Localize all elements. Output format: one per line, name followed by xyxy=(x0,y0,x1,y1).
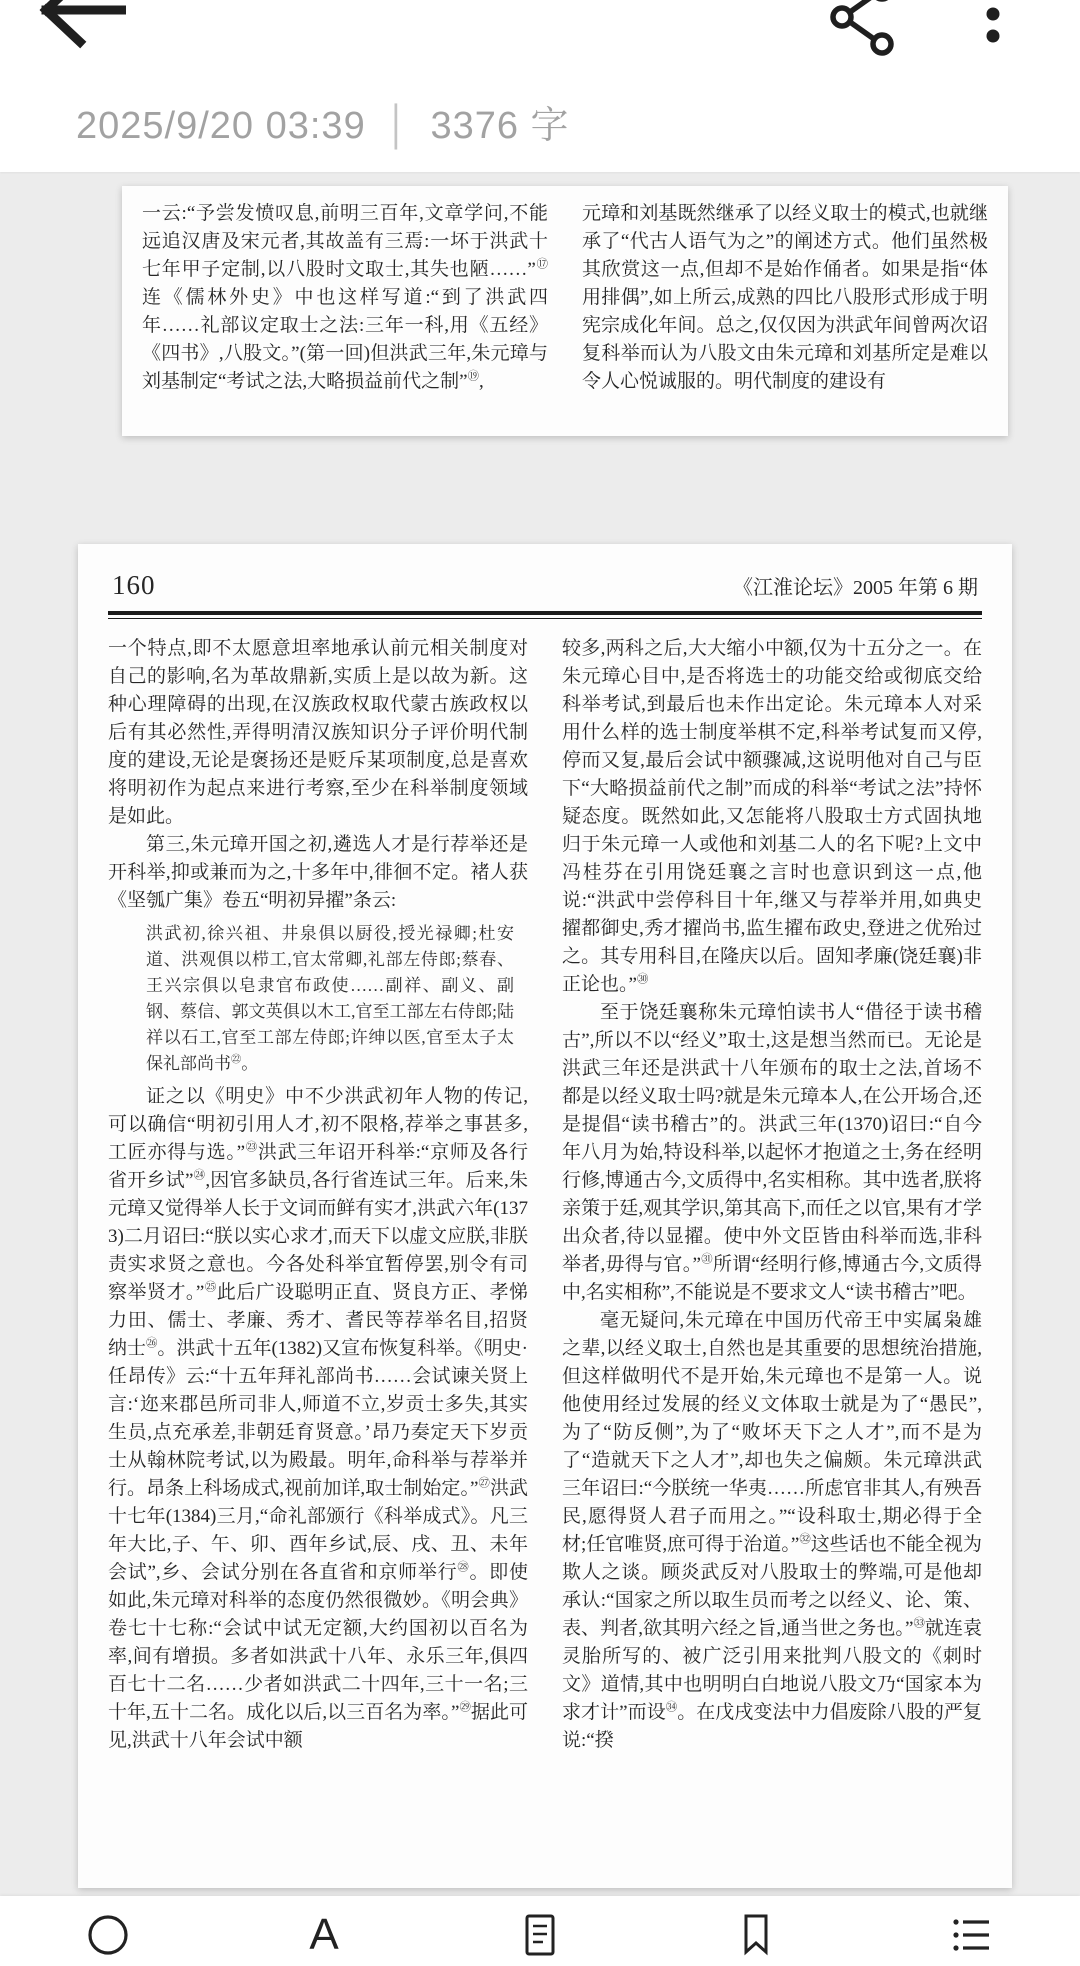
text-column-left xyxy=(108,635,528,1755)
paragraph: 较多,两科之后,大大缩小中额,仅为十五分之一。在朱元璋心目中,是否将选士的功能交给或彻底交给科举考试,到最后也未作出定论。朱元璋本人对采用什么样的选士制度举棋不定,科举考试复而又停,停而又复,最后会试中额骤减,这说明他对自己与臣下“大略损益前代之制”而成的科举“考试之法”持怀疑态度。既然如此,又怎能将八股取士方式固执地归于朱元璋一人或他和刘基二人的名下呢?上文中冯桂芬在引用饶廷襄之言时也意识到这一点,他说:“洪武中尝停科目十年,继又与荐举并用,如典史擢都御史,秀才擢尚书,监生擢布政史,登进之优殆过之。其专用科目,在隆庆以后。固知孝廉(饶廷襄)非正论也。”$^㉚$ xyxy=(562,638,982,995)
paragraph: 一云:“予尝发愤叹息,前明三百年,文章学问,不能远追汉唐及宋元者,其故盖有三焉:一坏于洪武十七年甲子定制,以八股时文取士,其失也陋……”⑰连《儒林外史》中也这样写道:“到了洪武四年……礼部议定取士之法:三年一科,用《五经》《四书》,八股文。”(第一回)但洪武三年,朱元璋与刘基制定“考试之法,大略损益前代之制”⑲, xyxy=(142,203,548,392)
meta-separator: │ xyxy=(385,105,411,147)
header-rule xyxy=(108,611,982,619)
scanned-page-previous xyxy=(122,186,1008,436)
contents-button[interactable] xyxy=(949,1912,995,1966)
back-button[interactable] xyxy=(34,0,126,55)
paragraph: 毫无疑问,朱元璋在中国历代帝王中实属枭雄之辈,以经义取士,自然也是其重要的思想统治措施,但这样做明代不是开始,朱元璋也不是第一人。说他使用经过发展的经义文体取士就是为了“愚民”,为了“防反侧”,为了“败坏天下之人才”,而不是为了“造就天下之人才”,却也失之偏颇。朱元璋洪武三年诏曰:“今朕统一华夷……所虑官非其人,有殃吾民,愿得贤人君子而用之。”“设科取士,期必得于全材;任官唯贤,庶可得于治道。”$^㉜$这些话也不能全视为欺人之谈。顾炎武反对八股取士的弊端,可是他却承认:“国家之所以取生员而考之以经义、论、策、表、判者,欲其明六经之旨,通当世之务也。”$^㉝$就连袁灵胎所写的、被广泛引用来批判八股文的《刺时文》道情,其中也明明白白地说八股文乃“国家本为求才计”而设$^㉞$。在戊戌变法中力倡废除八股的严复说:“揆 xyxy=(562,1310,982,1751)
page-layout-button[interactable] xyxy=(517,1912,563,1966)
bookmark-button[interactable] xyxy=(733,1912,779,1966)
share-button[interactable] xyxy=(828,0,898,61)
top-toolbar xyxy=(0,0,1080,172)
page-layout-icon xyxy=(517,1912,563,1966)
overflow-menu-button[interactable] xyxy=(986,0,1000,49)
block-quote: 洪武初,徐兴祖、井泉俱以厨役,授光禄卿;杜安道、洪观俱以栉工,官太常卿,礼部左侍郎;蔡春、王兴宗俱以皂隶官布政使……副祥、副义、副钢、蔡信、郭文英俱以木工,官至工部左右侍郎;陆祥以石工,官至工部左侍郎;许绅以医,官至太子太保礼部尚书$^㉒$。 xyxy=(146,924,514,1073)
paragraph: 元璋和刘基既然继承了以经义取士的模式,也就继承了“代古人语气为之”的阐述方式。他们虽然极其欣赏这一点,但却不是始作俑者。如果是指“体用排偶”,如上所云,成熟的四比八股形式形成于明宪宗成化年间。总之,仅仅因为洪武年间曾两次诏复科举而认为八股文由朱元璋和刘基所定是难以令人心悦诚服的。明代制度的建设有 xyxy=(582,203,988,392)
share-nodes-icon xyxy=(828,43,898,60)
contents-list-icon xyxy=(949,1912,995,1966)
brightness-button[interactable] xyxy=(85,1912,131,1966)
kebab-menu-icon xyxy=(986,31,1000,48)
scanned-page-160 xyxy=(78,544,1012,1888)
paragraph: 第三,朱元璋开国之初,遴选人才是行荐举还是开科举,抑或兼而为之,十多年中,徘徊不定。褚人获《坚瓠广集》卷五“明初异擢”条云: xyxy=(108,834,528,911)
page-header xyxy=(108,568,982,611)
document-meta xyxy=(76,94,570,149)
bookmark-icon xyxy=(733,1912,779,1966)
bottom-toolbar xyxy=(0,1896,1080,1966)
paragraph: 证之以《明史》中不少洪武初年人物的传记,可以确信“明初引用人才,初不限格,荐举之事甚多,工匠亦得与选。”$^㉓$洪武三年诏开科举:“京师及各行省开乡试”$^㉔$,因官多缺员,各行省连试三年。后来,朱元璋又觉得举人长于文词而鲜有实才,洪武六年(1373)二月诏曰:“朕以实心求才,而天下以虚文应朕,非朕责实求贤之意也。今各处科举宜暂停罢,别令有司察举贤才。”$^㉕$此后广设聪明正直、贤良方正、孝悌力田、儒士、孝廉、秀才、耆民等荐举名目,招贤纳士$^㉖$。洪武十五年(1382)又宣布恢复科举。《明史·任昂传》云:“十五年拜礼部尚书……会试谏关贤上言:‘迩来郡邑所司非人,师道不立,岁贡士多失,其实生员,点充承差,非朝廷育贤意。’昂乃奏定天下岁贡士从翰林院考试,以为殿最。明年,命科举与荐举并行。昂条上科场成式,视前加详,取士制始定。”$^㉗$洪武十七年(1384)三月,“命礼部颁行《科举成式》。凡三年大比,子、午、卯、酉年乡试,辰、戌、丑、未年会试”,乡、会试分别在各直省和京师举行$^㉘$。即使如此,朱元璋对科举的态度仍然很微妙。《明会典》卷七十七称:“会试中试无定额,大约国初以百名为率,间有增损。多者如洪武十八年、永乐三年,俱四百七十二名……少者如洪武二十四年,三十一名;三十年,五十二名。成化以后,以三百名为率。”$^㉙$据此可见,洪武十八年会试中额 xyxy=(108,1086,528,1751)
journal-title: 《江淮论坛》2005 年第 6 期 xyxy=(733,577,978,599)
document-viewer[interactable] xyxy=(0,172,1080,1896)
paragraph: 一个特点,即不太愿意坦率地承认前元相关制度对自己的影响,名为革故鼎新,实质上是以故为新。这种心理障碍的出现,在汉族政权取代蒙古族政权以后有其必然性,弄得明清汉族知识分子评价明代制度的建设,无论是褒扬还是贬斥某项制度,总是喜欢将明初作为起点来进行考察,至少在科举制度领域是如此。 xyxy=(108,638,528,827)
text-column-right xyxy=(562,635,982,1755)
paragraph: 至于饶廷襄称朱元璋怕读书人“借径于读书稽古”,所以不以“经义”取士,这是想当然而已。无论是洪武三年还是洪武十八年颁布的取士之法,首场不都是以经义取士吗?就是朱元璋本人,在公开场合,还是提倡“读书稽古”的。洪武三年(1370)诏曰:“自今年八月为始,特设科举,以起怀才抱道之士,务在经明行修,博通古今,文质得中,名实相称。其中选者,朕将亲策于廷,观其学识,第其高下,而任之以官,果有才学出众者,待以显擢。使中外文臣皆由科举而选,非科举者,毋得与官。”$^㉛$所谓“经明行修,博通古今,文质得中,名实相称”,不能说是不要求文人“读书稽古”吧。 xyxy=(562,1002,982,1303)
page-number: 160 xyxy=(112,570,156,600)
font-size-button[interactable] xyxy=(301,1912,347,1966)
text-column-left xyxy=(142,200,548,424)
word-count: 3376 字 xyxy=(430,105,570,147)
back-arrow-icon xyxy=(34,37,126,54)
font-size-icon: A xyxy=(309,1910,339,1959)
text-column-right xyxy=(582,200,988,424)
brightness-circle-icon xyxy=(85,1912,131,1966)
document-datetime: 2025/9/20 03:39 xyxy=(76,105,366,147)
